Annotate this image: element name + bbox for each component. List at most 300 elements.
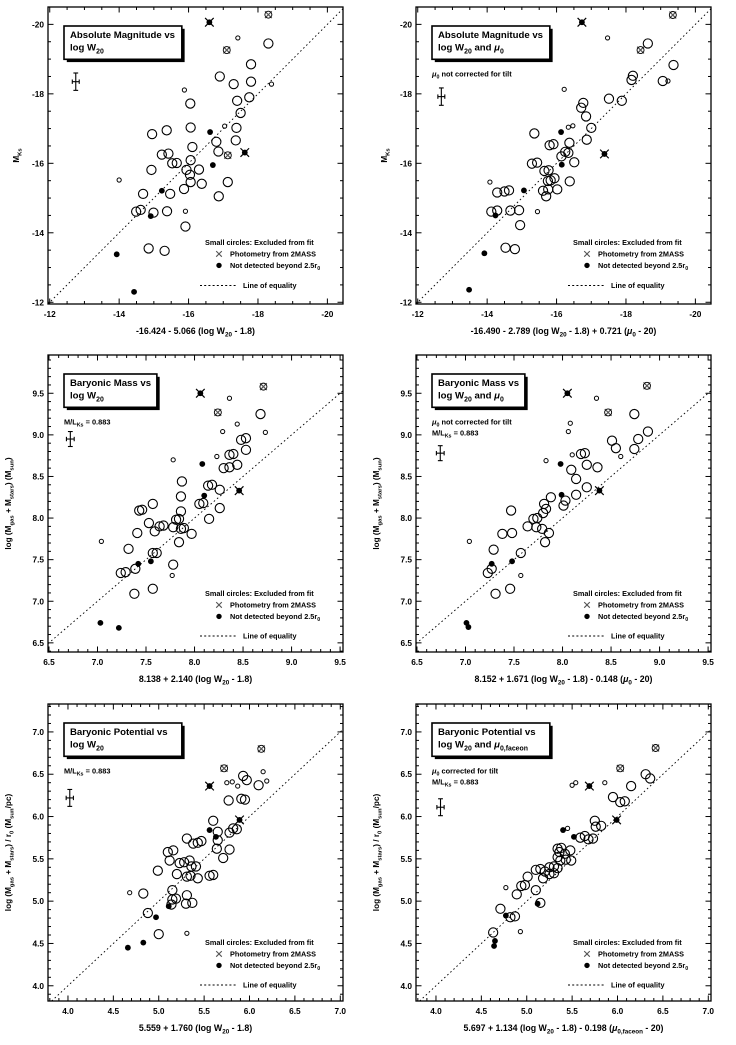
open-circle-point <box>231 136 240 145</box>
cross-2mass-point <box>605 409 612 416</box>
y-tick-label: 5.0 <box>32 896 44 907</box>
open-circle-point <box>194 165 203 174</box>
filled-circle-point <box>116 625 122 631</box>
legend-small-circles-note: Small circles: Excluded from fit <box>573 589 682 598</box>
small-circle-point <box>544 459 548 463</box>
x-tick-label: 8.0 <box>556 657 569 667</box>
filled-circle-point <box>199 461 205 467</box>
y-tick-label: -20 <box>400 19 412 30</box>
filled-circle-icon <box>584 614 589 619</box>
small-circle-point <box>128 891 132 895</box>
panel-baryonic-potential-vs-logw20 <box>0 697 368 1045</box>
open-circle-point <box>570 158 579 167</box>
open-circle-point <box>241 445 250 454</box>
title-box <box>432 374 528 410</box>
cross-icon <box>584 602 590 608</box>
legend-cross-label: Photometry from 2MASS <box>598 249 684 259</box>
open-circle-point <box>130 589 139 598</box>
legend-cross-label: Photometry from 2MASS <box>230 949 316 959</box>
open-circle-point <box>148 499 157 508</box>
y-tick-label: 4.5 <box>32 938 44 949</box>
y-axis-label: $M_{Ks}$ <box>380 148 392 163</box>
small-circle-point <box>235 422 239 426</box>
legend <box>200 938 320 990</box>
open-circle-point <box>209 816 218 825</box>
x-tick-label: 7.0 <box>702 1006 715 1016</box>
small-circle-point <box>236 784 240 788</box>
open-circle-point <box>246 60 255 69</box>
filled-circle-point <box>135 561 141 567</box>
open-circle-point <box>153 866 162 875</box>
filled-circle-point <box>503 913 509 919</box>
open-circle-point <box>489 545 498 554</box>
y-tick-label: -16 <box>400 158 412 169</box>
y-tick-label: -12 <box>32 297 44 308</box>
open-circle-point <box>256 409 265 418</box>
open-circle-point <box>186 123 195 132</box>
y-tick-label: 7.0 <box>32 596 44 607</box>
y-tick-label: 9.5 <box>400 388 412 399</box>
open-circle-point <box>581 112 590 121</box>
filled-circle-point <box>558 129 564 135</box>
filled-circle-point <box>201 493 207 499</box>
open-circle-point <box>164 149 173 158</box>
y-tick-label: 8.0 <box>400 513 412 524</box>
error-bar-marker <box>66 789 73 806</box>
small-circle-point <box>185 931 189 935</box>
open-circle-point <box>532 523 541 532</box>
open-circle-point <box>245 93 254 102</box>
data-points <box>125 745 269 950</box>
panel-absolute-magnitude-vs-logw20 <box>0 0 368 349</box>
filled-circle-point <box>131 289 137 295</box>
open-circle-point <box>160 246 169 255</box>
panel-baryonic-potential-vs-logw20-mu0faceon <box>368 697 736 1045</box>
title-box <box>64 374 160 410</box>
y-tick-label: 4.5 <box>400 938 412 949</box>
filled-circle-point <box>481 250 487 256</box>
open-circle-point <box>174 538 183 547</box>
x-axis-equation: -16.424 - 5.066 (log $W_{20} - 1.8$) <box>136 326 255 339</box>
panel-baryonic-mass-vs-logw20 <box>0 348 368 697</box>
open-circle-point <box>523 522 532 531</box>
open-circle-point <box>572 490 581 499</box>
open-circle-point <box>507 528 516 537</box>
small-circle-point <box>603 781 607 785</box>
x-tick-label: 9.5 <box>702 657 714 667</box>
open-circle-point <box>540 538 549 547</box>
x-tick-label: 4.0 <box>62 1006 74 1016</box>
x-tick-label: 5.0 <box>520 1006 533 1016</box>
legend-small-circles-note: Small circles: Excluded from fit <box>205 589 314 598</box>
small-circle-point <box>183 209 187 213</box>
x-tick-label: 7.5 <box>508 657 520 667</box>
open-circle-point <box>150 527 159 536</box>
open-circle-point <box>559 501 568 510</box>
y-tick-label: 5.5 <box>32 853 44 864</box>
y-tick-label: -20 <box>32 19 44 30</box>
filled-circle-point <box>166 903 172 909</box>
open-circle-point <box>506 206 515 215</box>
cross-2mass-point <box>265 11 272 18</box>
cross-2mass-point <box>669 11 676 18</box>
open-circle-point <box>627 781 636 790</box>
filled-circle-point <box>207 129 213 135</box>
open-circle-point <box>214 192 223 201</box>
x-tick-label: 4.5 <box>107 1006 120 1016</box>
small-circle-point <box>535 210 539 214</box>
open-circle-point <box>567 465 576 474</box>
open-circle-point <box>498 529 507 538</box>
open-circle-point <box>139 889 148 898</box>
open-circle-point <box>182 834 191 843</box>
small-circle-point <box>568 421 572 425</box>
legend-small-circles-note: Small circles: Excluded from fit <box>573 238 682 247</box>
open-circle-point <box>163 847 172 856</box>
small-circle-point <box>117 178 121 182</box>
y-axis-label: $\log (M_{gas} + M_{stars}) / r_0$ $(M_{sun}/pc)$ <box>4 793 16 912</box>
cross-icon <box>584 951 590 957</box>
legend-filled-label: Not detected beyond $2.5r_0$ <box>598 612 689 624</box>
filled-circle-point <box>114 251 120 257</box>
filled-circle-point <box>559 162 565 168</box>
open-circle-point <box>169 846 178 855</box>
title-box <box>64 723 185 759</box>
small-circle-point <box>570 453 574 457</box>
y-axis-label: $\log (M_{gas} + M_{stars}) / r_0$ $(M_{sun}/pc)$ <box>372 793 384 912</box>
filled-cross-point <box>205 782 214 791</box>
open-circle-point <box>186 99 195 108</box>
filled-circle-point <box>571 834 577 840</box>
legend-equality-label: Line of equality <box>243 281 297 290</box>
small-circle-point <box>488 180 492 184</box>
x-tick-label: -16 <box>182 309 195 319</box>
panel-subtitle: $\mu_0$ not corrected for tilt <box>432 417 512 429</box>
x-tick-label: 7.0 <box>91 657 104 667</box>
small-circle-point <box>215 454 219 458</box>
y-tick-label: 7.0 <box>32 726 44 737</box>
open-circle-point <box>233 460 242 469</box>
open-circle-point <box>223 177 232 186</box>
open-circle-point <box>168 886 177 895</box>
small-circle-point <box>227 396 231 400</box>
open-circle-point <box>516 548 525 557</box>
open-circle-point <box>133 528 142 537</box>
open-circle-point <box>553 185 562 194</box>
filled-circle-point <box>521 188 527 194</box>
x-tick-label: 5.5 <box>566 1006 578 1016</box>
cross-2mass-point <box>637 47 644 54</box>
open-circle-point <box>516 221 525 230</box>
y-axis-label: $\log (M_{gas} + M_{stars})$ $(M_{sun})$ <box>372 457 384 550</box>
panel-subtitle: $M/L_{Ks} = 0.883$ <box>432 428 479 440</box>
x-tick-label: 6.5 <box>289 1006 301 1016</box>
small-circle-point <box>566 125 570 129</box>
open-circle-point <box>186 156 195 165</box>
y-tick-label: 4.0 <box>32 980 44 991</box>
title-box <box>432 26 553 62</box>
x-tick-label: 5.0 <box>152 1006 165 1016</box>
filled-circle-point <box>493 213 499 219</box>
panel-title-line: $\log W_{20}$ and $\mu_0$ <box>438 42 504 56</box>
x-tick-label: -16 <box>550 309 563 319</box>
filled-circle-icon <box>216 963 221 968</box>
panel-absolute-magnitude-vs-logw20-mu0 <box>368 0 736 349</box>
panel-subtitle: $M/L_{Ks} = 0.883$ <box>432 777 479 789</box>
filled-circle-point <box>210 162 216 168</box>
open-circle-point <box>176 492 185 501</box>
x-tick-label: -12 <box>43 309 56 319</box>
open-circle-point <box>246 77 255 86</box>
y-tick-label: 8.0 <box>32 513 44 524</box>
filled-cross-point <box>578 18 587 27</box>
scatter-plot-baryonic-mass-vs-logw20-mu0 <box>368 348 736 697</box>
open-circle-point <box>204 514 213 523</box>
error-bar-marker <box>436 446 444 461</box>
open-circle-point <box>539 499 548 508</box>
x-tick-label: 8.0 <box>188 657 201 667</box>
open-circle-point <box>215 72 224 81</box>
filled-circle-icon <box>584 963 589 968</box>
open-circle-point <box>144 244 153 253</box>
open-circle-point <box>604 94 613 103</box>
small-circle-point <box>171 458 175 462</box>
y-tick-label: 6.5 <box>32 769 44 780</box>
open-circle-point <box>531 886 540 895</box>
open-circle-point <box>264 39 273 48</box>
filled-circle-point <box>466 287 472 293</box>
legend-filled-label: Not detected beyond $2.5r_0$ <box>230 261 321 273</box>
open-circle-point <box>157 150 166 159</box>
y-tick-label: -12 <box>400 297 412 308</box>
open-circle-point <box>148 584 157 593</box>
open-circle-point <box>565 177 574 186</box>
legend-small-circles-note: Small circles: Excluded from fit <box>205 238 314 247</box>
y-tick-label: 9.0 <box>32 429 44 440</box>
filled-circle-point <box>213 834 219 840</box>
x-tick-label: 6.5 <box>411 657 423 667</box>
x-tick-label: 6.0 <box>611 1006 624 1016</box>
open-circle-point <box>587 123 596 132</box>
x-tick-label: 5.5 <box>198 1006 210 1016</box>
y-tick-label: 5.0 <box>400 896 412 907</box>
open-circle-point <box>512 890 521 899</box>
small-circle-point <box>566 429 570 433</box>
filled-circle-point <box>491 943 497 949</box>
y-tick-label: -18 <box>32 88 44 99</box>
y-tick-label: 6.5 <box>400 769 412 780</box>
open-circle-point <box>634 434 643 443</box>
open-circle-point <box>491 589 500 598</box>
scatter-plot-baryonic-mass-vs-logw20 <box>0 348 368 697</box>
small-circle-point <box>467 539 471 543</box>
x-tick-label: -20 <box>321 309 334 319</box>
small-circle-point <box>619 454 623 458</box>
x-tick-label: 8.5 <box>605 657 617 667</box>
filled-circle-point <box>98 620 104 626</box>
x-tick-label: 4.0 <box>430 1006 442 1016</box>
small-circle-point <box>269 82 273 86</box>
panel-title-line: Baryonic Mass vs <box>70 378 152 390</box>
title-box <box>432 723 553 759</box>
x-tick-label: -18 <box>251 309 264 319</box>
panel-title-line: $\log W_{20}$ <box>70 739 104 753</box>
panel-title-line: Absolute Magnitude vs <box>70 30 176 42</box>
cross-2mass-point <box>643 382 650 389</box>
open-circle-point <box>224 796 233 805</box>
filled-circle-point <box>125 945 131 951</box>
open-circle-point <box>169 560 178 569</box>
panel-title-line: $\log W_{20}$ <box>70 390 104 404</box>
open-circle-point <box>215 485 224 494</box>
cross-2mass-point <box>617 765 624 772</box>
open-circle-point <box>188 142 197 151</box>
small-circle-point <box>504 886 508 890</box>
open-circle-point <box>593 463 602 472</box>
error-bar-marker <box>72 73 79 90</box>
x-tick-label: 6.5 <box>657 1006 669 1016</box>
legend-filled-label: Not detected beyond $2.5r_0$ <box>230 612 321 624</box>
small-circle-point <box>221 429 225 433</box>
legend-cross-label: Photometry from 2MASS <box>598 600 684 610</box>
y-tick-label: 7.5 <box>32 554 44 565</box>
open-circle-point <box>582 460 591 469</box>
legend-cross-label: Photometry from 2MASS <box>598 949 684 959</box>
y-tick-label: 6.5 <box>32 637 44 648</box>
x-tick-label: 7.5 <box>140 657 152 667</box>
legend-equality-label: Line of equality <box>611 980 665 990</box>
open-circle-point <box>506 506 515 515</box>
filled-circle-point <box>140 940 146 946</box>
y-tick-label: -14 <box>32 227 44 238</box>
filled-cross-point <box>205 18 214 27</box>
cross-icon <box>216 951 222 957</box>
open-circle-point <box>597 821 606 830</box>
open-circle-point <box>162 207 171 216</box>
filled-cross-point <box>235 486 244 495</box>
open-circle-point <box>147 165 156 174</box>
open-circle-point <box>187 529 196 538</box>
small-circle-point <box>519 573 523 577</box>
open-circle-point <box>544 528 553 537</box>
y-tick-label: 5.5 <box>400 853 412 864</box>
small-circle-point <box>574 781 578 785</box>
x-tick-label: 8.5 <box>237 657 249 667</box>
filled-circle-point <box>148 213 154 219</box>
small-circle-point <box>230 780 234 784</box>
x-tick-label: 9.0 <box>285 657 298 667</box>
panel-subtitle: $M/L_{Ks} = 0.883$ <box>64 766 111 778</box>
x-tick-label: -12 <box>411 309 424 319</box>
y-tick-label: -14 <box>400 227 412 238</box>
cross-2mass-point <box>260 383 267 390</box>
scatter-plot-absolute-magnitude-vs-logw20-mu0 <box>368 0 736 349</box>
small-circle-point <box>605 36 609 40</box>
open-circle-point <box>611 444 620 453</box>
open-circle-point <box>148 130 157 139</box>
y-tick-label: 6.0 <box>32 811 44 822</box>
x-tick-label: 9.0 <box>653 657 666 667</box>
panel-title-line: Baryonic Potential vs <box>70 727 168 739</box>
open-circle-point <box>538 874 547 883</box>
open-circle-point <box>144 518 153 527</box>
x-tick-label: 6.5 <box>43 657 55 667</box>
small-circle-point <box>565 826 569 830</box>
y-axis-label: $M_{Ks}$ <box>12 148 24 163</box>
filled-circle-icon <box>216 614 221 619</box>
open-circle-point <box>181 222 190 231</box>
open-circle-point <box>533 158 542 167</box>
y-axis-label: $\log (M_{gas} + M_{stars})$ $(M_{sun})$ <box>4 457 16 550</box>
legend-cross-label: Photometry from 2MASS <box>230 249 316 259</box>
filled-circle-point <box>560 827 566 833</box>
open-circle-point <box>506 584 515 593</box>
open-circle-point <box>172 869 181 878</box>
small-circle-point <box>236 36 240 40</box>
open-circle-point <box>582 483 591 492</box>
open-circle-point <box>215 503 224 512</box>
open-circle-point <box>162 126 171 135</box>
legend-equality-label: Line of equality <box>611 631 665 641</box>
open-circle-point <box>197 836 206 845</box>
open-circle-point <box>166 189 175 198</box>
x-tick-label: 9.5 <box>334 657 346 667</box>
filled-circle-point <box>492 938 498 944</box>
open-circle-point <box>143 908 152 917</box>
filled-circle-point <box>159 188 165 194</box>
filled-circle-point <box>489 561 495 567</box>
x-tick-label: -18 <box>619 309 632 319</box>
filled-cross-point <box>196 389 205 398</box>
panel-subtitle: $M/L_{Ks} = 0.883$ <box>64 417 111 429</box>
open-circle-point <box>254 781 263 790</box>
small-circle-point <box>571 124 575 128</box>
small-circle-point <box>225 781 229 785</box>
open-circle-point <box>643 39 652 48</box>
open-circle-point <box>496 904 505 913</box>
open-circle-point <box>565 138 574 147</box>
panel-title-line: Absolute Magnitude vs <box>438 30 544 42</box>
open-circle-point <box>154 930 163 939</box>
filled-cross-point <box>235 816 244 825</box>
legend <box>568 938 688 990</box>
x-tick-label: -20 <box>689 309 702 319</box>
y-tick-label: 6.0 <box>400 811 412 822</box>
panel-subtitle: $\mu_0$ corrected for tilt <box>432 766 499 778</box>
open-circle-point <box>197 179 206 188</box>
panel-title-line: Baryonic Potential vs <box>438 727 536 739</box>
data-points <box>489 745 660 949</box>
y-tick-label: 7.5 <box>400 554 412 565</box>
small-circle-point <box>263 430 267 434</box>
panel-title-line: Baryonic Mass vs <box>438 378 520 390</box>
x-tick-label: -14 <box>113 309 126 319</box>
small-circle-point <box>518 930 522 934</box>
open-circle-point <box>177 477 186 486</box>
x-tick-label: 4.5 <box>475 1006 488 1016</box>
y-tick-label: 9.0 <box>400 429 412 440</box>
small-circle-point <box>261 770 265 774</box>
open-circle-point <box>572 474 581 483</box>
y-tick-label: 8.5 <box>400 471 412 482</box>
small-circle-point <box>562 87 566 91</box>
small-circle-point <box>182 88 186 92</box>
open-circle-point <box>510 245 519 254</box>
small-circle-point <box>265 779 269 783</box>
filled-cross-point <box>595 486 604 495</box>
open-circle-point <box>233 96 242 105</box>
open-circle-point <box>138 189 147 198</box>
